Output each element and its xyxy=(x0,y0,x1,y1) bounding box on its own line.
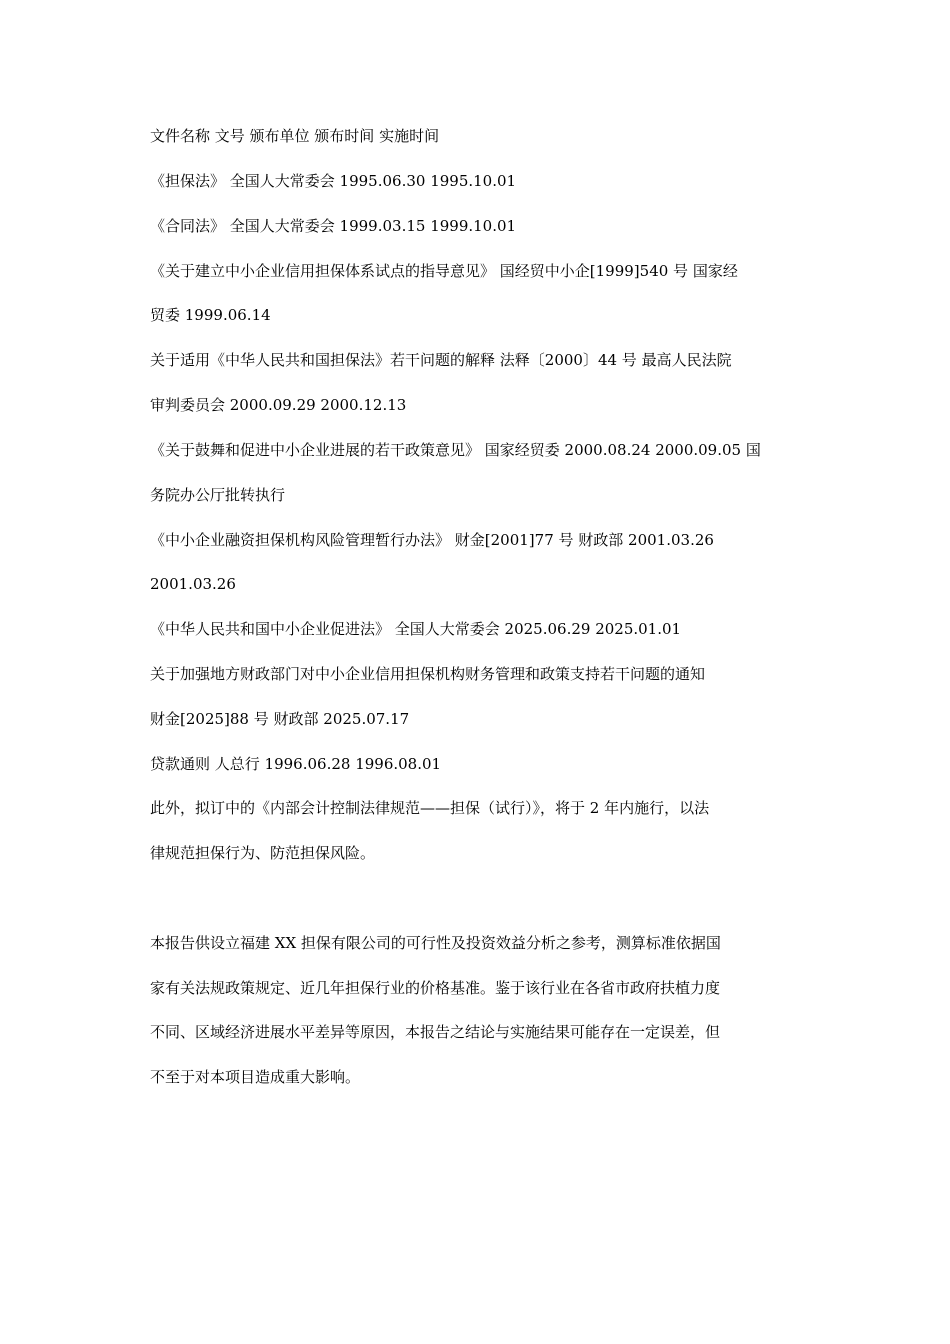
law-list-line: 《关于建立中小企业信用担保体系试点的指导意见》 国经贸中小企[1999]540 号 国家经 xyxy=(150,262,738,280)
report-paragraph-line: 家有关法规政策规定、近几年担保行业的价格基准。鉴于该行业在各省市政府扶植力度 xyxy=(150,979,721,997)
report-paragraph-line: 不同、区域经济进展水平差异等原因，本报告之结论与实施结果可能存在一定误差，但 xyxy=(150,1023,721,1041)
law-list-line: 《关于鼓舞和促进中小企业进展的若干政策意见》 国家经贸委 2000.08.24 2000.09.05 国 xyxy=(150,441,761,459)
law-list-line: 《中华人民共和国中小企业促进法》 全国人大常委会 2025.06.29 2025.01.01 xyxy=(150,620,682,638)
note-line: 此外，拟订中的《内部会计控制法律规范——担保（试行）》，将于 2 年内施行，以法 xyxy=(150,799,710,817)
law-list-line: 务院办公厅批转执行 xyxy=(150,486,286,504)
report-paragraph-line: 本报告供设立福建 XX 担保有限公司的可行性及投资效益分析之参考，测算标准依据国 xyxy=(150,934,721,952)
law-list-line: 《合同法》 全国人大常委会 1999.03.15 1999.10.01 xyxy=(150,217,517,235)
note-line: 律规范担保行为、防范担保风险。 xyxy=(150,844,376,862)
law-list-line: 《中小企业融资担保机构风险管理暂行办法》 财金[2001]77 号 财政部 2001.03.26 xyxy=(150,531,714,549)
law-list-line: 《担保法》 全国人大常委会 1995.06.30 1995.10.01 xyxy=(150,172,517,190)
law-list-line: 财金[2025]88 号 财政部 2025.07.17 xyxy=(150,710,410,728)
law-list-line: 审判委员会 2000.09.29 2000.12.13 xyxy=(150,396,407,414)
law-list-line: 关于适用《中华人民共和国担保法》若干问题的解释 法释〔2000〕44 号 最高人民法院 xyxy=(150,351,732,369)
table-header-line: 文件名称 文号 颁布单位 颁布时间 实施时间 xyxy=(150,127,440,145)
law-list-line: 贷款通则 人总行 1996.06.28 1996.08.01 xyxy=(150,755,442,773)
law-list-line: 2001.03.26 xyxy=(150,575,236,593)
report-paragraph-line: 不至于对本项目造成重大影响。 xyxy=(150,1068,361,1086)
law-list-line: 贸委 1999.06.14 xyxy=(150,306,271,324)
law-list-line: 关于加强地方财政部门对中小企业信用担保机构财务管理和政策支持若干问题的通知 xyxy=(150,665,706,683)
